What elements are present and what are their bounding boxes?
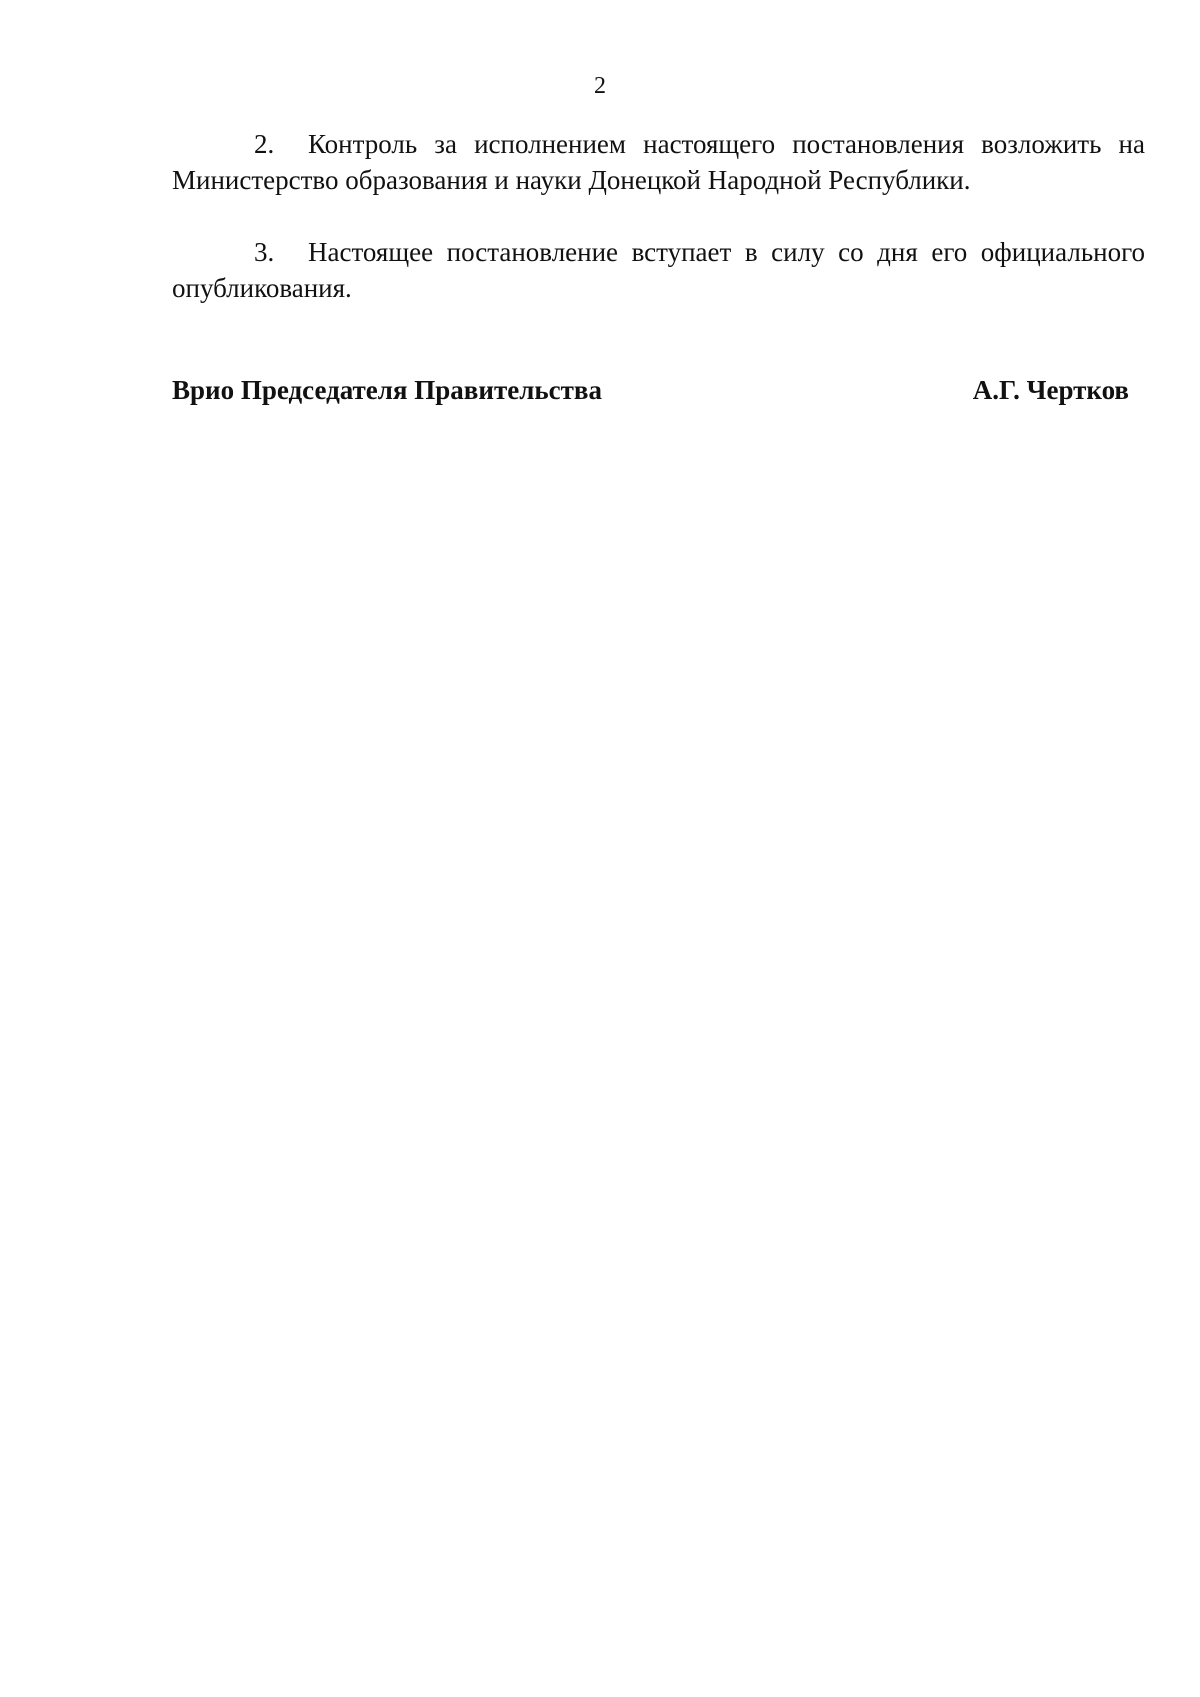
page-number: 2: [594, 73, 606, 99]
document-body: [172, 126, 1145, 306]
paragraph-3: [172, 234, 1145, 306]
paragraph-number: 2.: [254, 129, 275, 159]
paragraph-text: Настоящее постановление вступает в силу со дня его официального опубликования.: [172, 237, 1145, 303]
signatory-name: А.Г. Чертков: [972, 375, 1129, 405]
paragraph-2: [172, 126, 1145, 198]
paragraph-text: Контроль за исполнением настоящего постановления возложить на Министерство образования и науки Донецкой Народной Республики.: [172, 129, 1145, 195]
paragraph-number: 3.: [254, 237, 275, 267]
signature-block: [172, 372, 1129, 408]
signatory-position: Врио Председателя Правительства: [172, 375, 602, 405]
